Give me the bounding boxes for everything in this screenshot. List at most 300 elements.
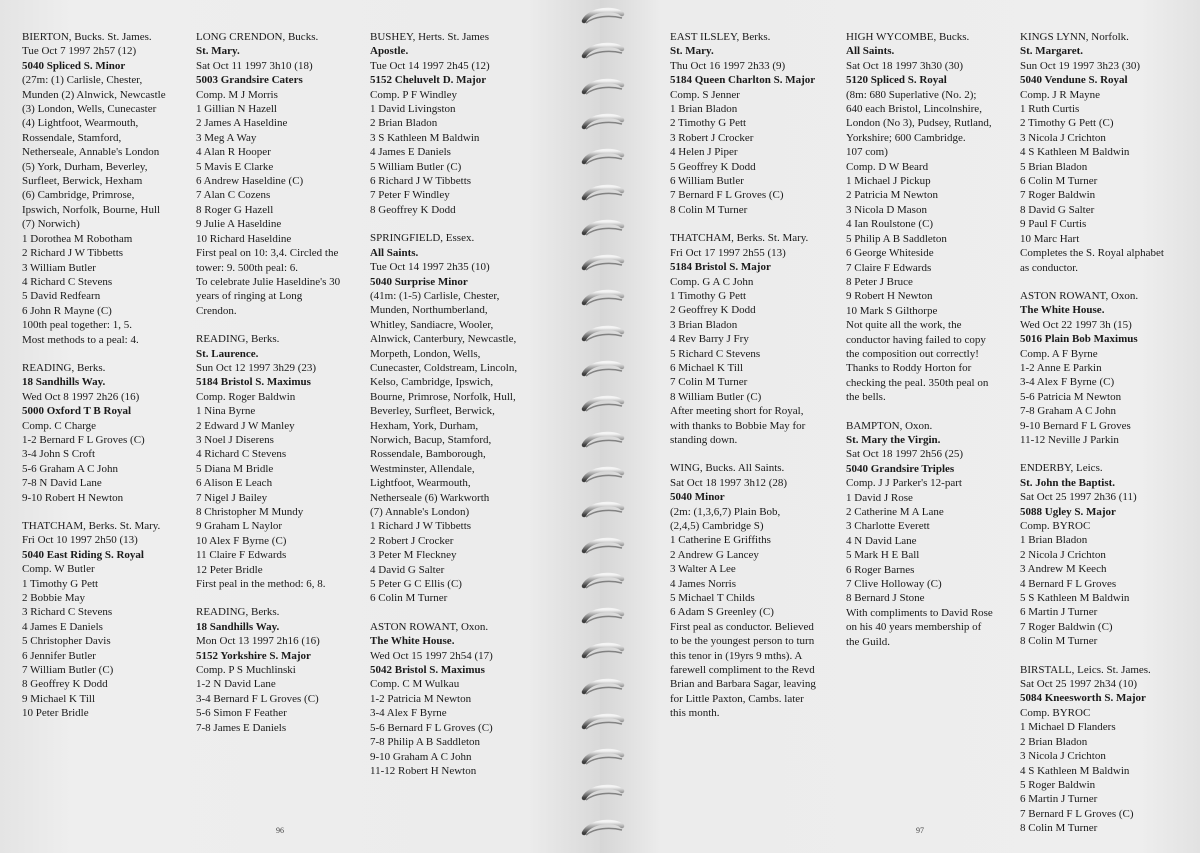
peal-detail-line: Completes the S. Royal alphabet bbox=[1020, 247, 1164, 260]
peal-detail-line: 5 Brian Bladon bbox=[1020, 160, 1088, 173]
peal-method: 5003 Grandsire Caters bbox=[196, 74, 303, 87]
peal-detail-line: 5-6 Patricia M Newton bbox=[1020, 390, 1122, 403]
peal-detail-line: 2 Brian Bladon bbox=[1020, 735, 1088, 748]
peal-location: READING, Berks. bbox=[22, 361, 106, 374]
peal-detail-line: 5 Roger Baldwin bbox=[1020, 778, 1096, 791]
peal-detail-line: 5 William Butler (C) bbox=[370, 160, 462, 173]
peal-detail-line: 8 Geoffrey K Dodd bbox=[22, 678, 108, 691]
left-column-2 bbox=[196, 30, 368, 749]
left-column-3 bbox=[370, 30, 542, 792]
peal-location: ENDERBY, Leics. bbox=[1020, 462, 1103, 475]
peal-date: Wed Oct 8 1997 2h26 (16) bbox=[22, 390, 140, 403]
right-column-3 bbox=[1020, 30, 1192, 850]
peal-detail-line: 6 Alison E Leach bbox=[196, 477, 273, 490]
peal-detail-line: 7 Bernard F L Groves (C) bbox=[1020, 807, 1134, 820]
peal-detail-line: 3 Noel J Diserens bbox=[196, 433, 274, 446]
peal-detail-line: 11-12 Neville J Parkin bbox=[1020, 433, 1119, 446]
peal-record bbox=[22, 361, 194, 505]
peal-detail-line: 6 Adam S Greenley (C) bbox=[670, 606, 774, 619]
peal-detail-line: 4 Helen J Piper bbox=[670, 146, 738, 159]
peal-detail-line: 5 Geoffrey K Dodd bbox=[670, 160, 756, 173]
peal-detail-line: 4 S Kathleen M Baldwin bbox=[1020, 764, 1130, 777]
peal-detail-line: 1-2 Anne E Parkin bbox=[1020, 361, 1102, 374]
spiral-ring bbox=[580, 818, 626, 840]
peal-detail-line: 6 William Butler bbox=[670, 175, 744, 188]
peal-dedication: St. Mary. bbox=[196, 45, 240, 58]
peal-detail-line: (5) York, Durham, Beverley, bbox=[22, 160, 148, 173]
peal-detail-line: 8 Peter J Bruce bbox=[846, 275, 913, 288]
peal-record bbox=[670, 30, 842, 217]
peal-record bbox=[1020, 289, 1192, 447]
peal-detail-line: 9 Robert H Newton bbox=[846, 290, 933, 303]
peal-detail-line: Munden, Northumberland, bbox=[370, 304, 488, 317]
peal-detail-line: 640 each Bristol, Lincolnshire, bbox=[846, 103, 982, 116]
peal-detail-line: Brian and Barbara Sagar, leaving bbox=[670, 678, 816, 691]
spiral-ring bbox=[580, 41, 626, 63]
peal-location: BUSHEY, Herts. St. James bbox=[370, 31, 489, 43]
peal-date: Wed Oct 15 1997 2h54 (17) bbox=[370, 649, 493, 662]
spiral-ring bbox=[580, 465, 626, 487]
peal-detail-line: 1 Nina Byrne bbox=[196, 405, 256, 418]
peal-detail-line: 3-4 Alex F Byrne (C) bbox=[1020, 376, 1115, 389]
peal-detail-line: Comp. A F Byrne bbox=[1020, 347, 1098, 360]
peal-detail-line: 7 Nigel J Bailey bbox=[196, 491, 268, 504]
peal-detail-line: 6 Michael K Till bbox=[670, 361, 744, 374]
peal-detail-line: Westminster, Allendale, bbox=[370, 462, 475, 475]
peal-detail-line: 2 Richard J W Tibbetts bbox=[22, 247, 124, 260]
peal-record bbox=[196, 30, 368, 318]
peal-detail-line: 4 Rev Barry J Fry bbox=[670, 333, 749, 346]
peal-method: 5152 Yorkshire S. Major bbox=[196, 649, 311, 662]
peal-record bbox=[1020, 30, 1192, 275]
peal-record bbox=[370, 30, 542, 217]
peal-detail-line: 1 Timothy G Pett bbox=[670, 289, 747, 302]
peal-detail-line: 9 Graham L Naylor bbox=[196, 520, 283, 533]
peal-detail-line: the composition out correctly! bbox=[846, 347, 979, 360]
peal-detail-line: Comp. BYROC bbox=[1020, 520, 1091, 532]
peal-method: 5040 Surprise Minor bbox=[370, 275, 468, 288]
peal-dedication: St. John the Baptist. bbox=[1020, 476, 1116, 489]
peal-detail-line: After meeting short for Royal, bbox=[670, 405, 804, 418]
peal-location: KINGS LYNN, Norfolk. bbox=[1020, 31, 1129, 43]
peal-detail-line: 3-4 Alex F Byrne bbox=[370, 707, 447, 720]
peal-detail-line: Ipswich, Norfolk, Bourne, Hull bbox=[22, 203, 161, 216]
peal-detail-line: 7 Claire F Edwards bbox=[846, 261, 932, 274]
peal-detail-line: 5 Mark H E Ball bbox=[846, 549, 920, 562]
peal-detail-line: checking the peal. 350th peal on bbox=[846, 376, 989, 389]
spiral-ring bbox=[580, 253, 626, 275]
spiral-binding bbox=[580, 0, 628, 853]
peal-location: WING, Bucks. All Saints. bbox=[670, 462, 785, 475]
peal-detail-line: 4 Richard C Stevens bbox=[22, 275, 113, 288]
peal-detail-line: 5-6 Simon F Feather bbox=[196, 707, 287, 720]
spiral-ring bbox=[580, 359, 626, 381]
peal-detail-line: 5 David Redfearn bbox=[22, 290, 101, 303]
peal-detail-line: 1 Richard J W Tibbetts bbox=[370, 520, 472, 533]
peal-detail-line: Hexham, York, Durham, bbox=[370, 419, 479, 432]
peal-detail-line: standing down. bbox=[670, 433, 738, 446]
peal-detail-line: 5-6 Bernard F L Groves (C) bbox=[370, 721, 493, 734]
spiral-ring bbox=[580, 606, 626, 628]
peal-date: Thu Oct 16 1997 2h33 (9) bbox=[670, 59, 786, 72]
peal-detail-line: 3 Richard C Stevens bbox=[22, 606, 113, 619]
peal-detail-line: Whitley, Sandiacre, Wooler, bbox=[370, 318, 494, 331]
peal-detail-line: Comp. BYROC bbox=[1020, 706, 1091, 719]
spiral-ring bbox=[580, 783, 626, 805]
peal-detail-line: 8 Bernard J Stone bbox=[846, 592, 925, 605]
peal-method: 5088 Ugley S. Major bbox=[1020, 505, 1116, 518]
peal-detail-line: 4 Bernard F L Groves bbox=[1020, 577, 1117, 590]
peal-detail-line: Cunecaster, Coldstream, Lincoln, bbox=[370, 361, 518, 374]
peal-detail-line: 3 William Butler bbox=[22, 261, 96, 274]
spiral-ring bbox=[580, 324, 626, 346]
peal-detail-line: 3 Charlotte Everett bbox=[846, 520, 930, 533]
peal-location: SPRINGFIELD, Essex. bbox=[370, 232, 475, 245]
peal-detail-line: 2 James A Haseldine bbox=[196, 117, 288, 130]
peal-detail-line: 1 Brian Bladon bbox=[670, 103, 738, 116]
peal-detail-line: 2 Brian Bladon bbox=[370, 117, 438, 130]
peal-detail-line: 7-8 James E Daniels bbox=[196, 721, 287, 734]
peal-location: EAST ILSLEY, Berks. bbox=[670, 31, 771, 43]
peal-record bbox=[370, 231, 542, 606]
peal-detail-line: 4 Richard C Stevens bbox=[196, 448, 287, 461]
peal-detail-line: 1 Michael D Flanders bbox=[1020, 721, 1116, 734]
peal-detail-line: Rossendale, Stamford, bbox=[22, 131, 122, 144]
peal-record bbox=[22, 30, 194, 347]
peal-detail-line: Comp. S Jenner bbox=[670, 88, 740, 101]
spiral-ring bbox=[580, 677, 626, 699]
peal-detail-line: 2 Geoffrey K Dodd bbox=[670, 304, 756, 317]
spiral-ring bbox=[580, 747, 626, 769]
peal-detail-line: 1 Catherine E Griffiths bbox=[670, 534, 771, 547]
peal-location: BIERTON, Bucks. St. James. bbox=[22, 31, 152, 43]
peal-detail-line: 2 Nicola J Crichton bbox=[1020, 548, 1106, 561]
spiral-ring bbox=[580, 6, 626, 28]
peal-detail-line: 7 Bernard F L Groves (C) bbox=[670, 189, 784, 202]
peal-detail-line: 9 Paul F Curtis bbox=[1020, 218, 1087, 231]
peal-detail-line: 10 Peter Bridle bbox=[22, 707, 89, 720]
peal-detail-line: 6 Martin J Turner bbox=[1020, 606, 1098, 619]
peal-dedication: 18 Sandhills Way. bbox=[22, 376, 106, 389]
peal-detail-line: 7 Roger Baldwin bbox=[1020, 189, 1096, 202]
peal-detail-line: Crendon. bbox=[196, 304, 237, 317]
peal-method: 5040 Vendune S. Royal bbox=[1020, 74, 1128, 87]
peal-date: Sat Oct 18 1997 2h56 (25) bbox=[846, 448, 964, 461]
peal-date: Tue Oct 14 1997 2h45 (12) bbox=[370, 59, 490, 72]
peal-record bbox=[196, 605, 368, 735]
peal-dedication: St. Mary the Virgin. bbox=[846, 433, 941, 446]
peal-detail-line: 1 David J Rose bbox=[846, 491, 913, 504]
peal-detail-line: 2 Timothy G Pett (C) bbox=[1020, 117, 1114, 130]
peal-detail-line: Beverley, Surfleet, Berwick, bbox=[370, 405, 495, 418]
peal-location: BIRSTALL, Leics. St. James. bbox=[1020, 663, 1151, 676]
peal-detail-line: 11-12 Robert H Newton bbox=[370, 764, 477, 777]
peal-detail-line: 4 S Kathleen M Baldwin bbox=[1020, 146, 1130, 159]
peal-dedication: 18 Sandhills Way. bbox=[196, 620, 280, 633]
peal-detail-line: 3 Meg A Way bbox=[196, 131, 257, 144]
peal-detail-line: conductor having failed to copy bbox=[846, 333, 986, 346]
peal-date: Sat Oct 25 1997 2h36 (11) bbox=[1020, 491, 1137, 504]
peal-method: 5040 Grandsire Triples bbox=[846, 462, 955, 475]
peal-detail-line: 4 James E Daniels bbox=[22, 620, 103, 633]
peal-detail-line: tower: 9. 500th peal: 6. bbox=[196, 261, 299, 274]
peal-detail-line: 9 Michael K Till bbox=[22, 692, 96, 705]
peal-detail-line: 7 Colin M Turner bbox=[670, 376, 748, 389]
peal-method: 5184 Bristol S. Major bbox=[670, 261, 771, 274]
peal-detail-line: 8 Colin M Turner bbox=[1020, 635, 1098, 648]
spiral-ring bbox=[580, 712, 626, 734]
peal-detail-line: 4 David G Salter bbox=[370, 563, 445, 576]
peal-detail-line: To celebrate Julie Haseldine's 30 bbox=[196, 275, 341, 288]
spiral-ring bbox=[580, 288, 626, 310]
peal-dedication: The White House. bbox=[370, 635, 455, 648]
peal-method: 5084 Kneesworth S. Major bbox=[1020, 692, 1146, 705]
peal-detail-line: 6 Colin M Turner bbox=[1020, 175, 1098, 188]
peal-detail-line: Munden (2) Alnwick, Newcastle bbox=[22, 88, 166, 101]
peal-detail-line: Netherseale (6) Warkworth bbox=[370, 491, 490, 504]
peal-detail-line: Most methods to a peal: 4. bbox=[22, 333, 139, 346]
left-column-1 bbox=[22, 30, 194, 735]
peal-detail-line: 3 Robert J Crocker bbox=[670, 131, 754, 144]
peal-method: 5040 Spliced S. Minor bbox=[22, 59, 126, 72]
peal-detail-line: Comp. C Charge bbox=[22, 419, 97, 432]
peal-method: 5016 Plain Bob Maximus bbox=[1020, 333, 1138, 346]
peal-record bbox=[846, 419, 1018, 650]
peal-record bbox=[670, 461, 842, 720]
peal-detail-line: 6 John R Mayne (C) bbox=[22, 304, 112, 317]
left-page-number: 96 bbox=[276, 826, 284, 835]
spiral-ring bbox=[580, 77, 626, 99]
peal-dedication: St. Laurence. bbox=[196, 347, 259, 360]
peal-detail-line: 1-2 Patricia M Newton bbox=[370, 692, 472, 705]
peal-date: Fri Oct 10 1997 2h50 (13) bbox=[22, 534, 138, 547]
peal-detail-line: 5 Christopher Davis bbox=[22, 635, 111, 648]
peal-date: Sun Oct 12 1997 3h29 (23) bbox=[196, 361, 317, 374]
spiral-ring bbox=[580, 500, 626, 522]
peal-method: 5184 Bristol S. Maximus bbox=[196, 376, 311, 389]
right-page-number: 97 bbox=[916, 826, 924, 835]
peal-detail-line: 8 Christopher M Mundy bbox=[196, 506, 304, 518]
peal-date: Sat Oct 11 1997 3h10 (18) bbox=[196, 59, 313, 72]
peal-detail-line: 1 Gillian N Hazell bbox=[196, 103, 277, 116]
peal-detail-line: First peal in the method: 6, 8. bbox=[196, 578, 326, 591]
peal-record bbox=[370, 620, 542, 778]
peal-detail-line: 8 Colin M Turner bbox=[670, 203, 748, 216]
peal-dedication: All Saints. bbox=[846, 45, 895, 58]
peal-dedication: All Saints. bbox=[370, 246, 419, 259]
peal-detail-line: Thanks to Roddy Horton for bbox=[846, 362, 972, 375]
peal-detail-line: 1 Dorothea M Robotham bbox=[22, 232, 133, 245]
spiral-ring bbox=[580, 183, 626, 205]
peal-dedication: St. Mary. bbox=[670, 45, 714, 58]
peal-detail-line: 3 Nicola J Crichton bbox=[1020, 750, 1106, 763]
peal-detail-line: Not quite all the work, the bbox=[846, 319, 962, 332]
peal-location: READING, Berks. bbox=[196, 606, 280, 619]
peal-location: HIGH WYCOMBE, Bucks. bbox=[846, 31, 970, 43]
peal-location: ASTON ROWANT, Oxon. bbox=[1020, 289, 1139, 302]
peal-detail-line: 3 Nicola J Crichton bbox=[1020, 131, 1106, 144]
peal-detail-line: 7 Alan C Cozens bbox=[196, 189, 271, 202]
peal-detail-line: 7-8 Graham A C John bbox=[1020, 405, 1116, 418]
peal-detail-line: Comp. J J Parker's 12-part bbox=[846, 477, 962, 490]
spiral-ring bbox=[580, 536, 626, 558]
peal-detail-line: 4 Ian Roulstone (C) bbox=[846, 218, 934, 231]
peal-method: 5152 Cheluvelt D. Major bbox=[370, 74, 487, 87]
peal-dedication: St. Margaret. bbox=[1020, 45, 1084, 58]
peal-detail-line: Lightfoot, Wearmouth, bbox=[370, 477, 471, 490]
peal-detail-line: 4 Alan R Hooper bbox=[196, 146, 271, 159]
peal-detail-line: 10 Marc Hart bbox=[1020, 232, 1080, 245]
peal-detail-line: 8 Colin M Turner bbox=[1020, 822, 1098, 835]
peal-detail-line: Kelso, Cambridge, Ipswich, bbox=[370, 376, 494, 389]
peal-detail-line: (6) Cambridge, Primrose, bbox=[22, 189, 135, 202]
peal-detail-line: 9 Julie A Haseldine bbox=[196, 218, 282, 231]
peal-detail-line: 5 Philip A B Saddleton bbox=[846, 232, 947, 245]
right-column-1 bbox=[670, 30, 842, 735]
peal-dedication: Apostle. bbox=[370, 45, 409, 58]
peal-detail-line: 2 Andrew G Lancey bbox=[670, 548, 759, 561]
peal-location: THATCHAM, Berks. St. Mary. bbox=[22, 520, 161, 532]
peal-date: Tue Oct 14 1997 2h35 (10) bbox=[370, 261, 490, 274]
peal-detail-line: 2 Edward J W Manley bbox=[196, 419, 295, 432]
peal-detail-line: 3 Brian Bladon bbox=[670, 318, 738, 331]
peal-detail-line: Norwich, Bacup, Stamford, bbox=[370, 433, 492, 446]
peal-detail-line: with thanks to Bobbie May for bbox=[670, 419, 806, 432]
peal-detail-line: 7 William Butler (C) bbox=[22, 664, 114, 677]
peal-detail-line: Comp. P F Windley bbox=[370, 88, 457, 101]
peal-date: Sun Oct 19 1997 3h23 (30) bbox=[1020, 59, 1141, 72]
peal-detail-line: this tenor in (19yrs 9 mths). A bbox=[670, 649, 803, 662]
peal-detail-line: 3 S Kathleen M Baldwin bbox=[370, 131, 480, 144]
peal-detail-line: (7) Annable's London) bbox=[370, 506, 470, 518]
peal-detail-line: 1 Timothy G Pett bbox=[22, 577, 99, 590]
peal-detail-line: the Guild. bbox=[846, 635, 890, 648]
peal-detail-line: 6 Andrew Haseldine (C) bbox=[196, 175, 304, 188]
peal-detail-line: (3) London, Wells, Cunecaster bbox=[22, 103, 157, 116]
peal-detail-line: years of ringing at Long bbox=[196, 290, 303, 303]
peal-detail-line: 5 S Kathleen M Baldwin bbox=[1020, 592, 1130, 605]
peal-detail-line: 5-6 Graham A C John bbox=[22, 462, 118, 475]
peal-detail-line: (27m: (1) Carlisle, Chester, bbox=[22, 74, 143, 87]
peal-detail-line: 6 Roger Barnes bbox=[846, 563, 915, 576]
peal-detail-line: 6 Martin J Turner bbox=[1020, 793, 1098, 806]
peal-record bbox=[1020, 663, 1192, 836]
peal-detail-line: London (No 3), Pudsey, Rutland, bbox=[846, 117, 992, 130]
peal-detail-line: 1-2 N David Lane bbox=[196, 678, 276, 691]
peal-detail-line: (8m: 680 Superlative (No. 2); bbox=[846, 88, 977, 101]
peal-detail-line: 8 Geoffrey K Dodd bbox=[370, 203, 456, 216]
peal-detail-line: Surfleet, Berwick, Hexham bbox=[22, 175, 143, 188]
peal-detail-line: (7) Norwich) bbox=[22, 218, 80, 231]
peal-date: Sat Oct 18 1997 3h30 (30) bbox=[846, 59, 964, 72]
spiral-ring bbox=[580, 112, 626, 134]
peal-detail-line: 10 Mark S Gilthorpe bbox=[846, 304, 938, 317]
peal-date: Tue Oct 7 1997 2h57 (12) bbox=[22, 45, 137, 58]
peal-detail-line: 107 com) bbox=[846, 146, 888, 159]
peal-detail-line: Netherseale, Annable's London bbox=[22, 146, 160, 159]
spiral-ring bbox=[580, 147, 626, 169]
peal-detail-line: 9-10 Graham A C John bbox=[370, 750, 472, 763]
peal-method: 5042 Bristol S. Maximus bbox=[370, 664, 485, 677]
peal-dedication: The White House. bbox=[1020, 304, 1105, 317]
peal-detail-line: Bourne, Primrose, Norfolk, Hull, bbox=[370, 390, 516, 403]
peal-detail-line: Comp. M J Morris bbox=[196, 88, 278, 101]
peal-method: 5120 Spliced S. Royal bbox=[846, 74, 947, 87]
peal-record bbox=[1020, 461, 1192, 648]
peal-detail-line: Comp. W Butler bbox=[22, 563, 95, 576]
peal-record bbox=[22, 519, 194, 721]
peal-date: Sat Oct 25 1997 2h34 (10) bbox=[1020, 678, 1138, 691]
peal-detail-line: 2 Catherine M A Lane bbox=[846, 506, 944, 518]
peal-method: 5040 East Riding S. Royal bbox=[22, 548, 144, 561]
peal-detail-line: Comp. D W Beard bbox=[846, 160, 929, 173]
peal-detail-line: 8 David G Salter bbox=[1020, 203, 1095, 216]
peal-detail-line: 2 Patricia M Newton bbox=[846, 189, 938, 202]
peal-detail-line: for Little Paxton, Cambs. later bbox=[670, 692, 804, 705]
peal-detail-line: this month. bbox=[670, 707, 720, 720]
peal-detail-line: Comp. J R Mayne bbox=[1020, 88, 1101, 101]
peal-detail-line: With compliments to David Rose bbox=[846, 606, 993, 619]
spiral-ring bbox=[580, 218, 626, 240]
peal-detail-line: (41m: (1-5) Carlisle, Chester, bbox=[370, 289, 500, 302]
peal-detail-line: 8 William Butler (C) bbox=[670, 390, 762, 403]
peal-detail-line: 1 Michael J Pickup bbox=[846, 175, 931, 188]
peal-detail-line: 7 Roger Baldwin (C) bbox=[1020, 620, 1113, 633]
peal-detail-line: 3 Andrew M Keech bbox=[1020, 563, 1107, 576]
peal-detail-line: as conductor. bbox=[1020, 261, 1079, 274]
peal-detail-line: 4 N David Lane bbox=[846, 534, 917, 547]
peal-detail-line: 9-10 Bernard F L Groves bbox=[1020, 419, 1131, 432]
right-column-2 bbox=[846, 30, 1018, 663]
peal-detail-line: 7 Peter F Windley bbox=[370, 189, 450, 202]
peal-record bbox=[196, 332, 368, 591]
peal-detail-line: (2m: (1,3,6,7) Plain Bob, bbox=[670, 505, 781, 518]
peal-detail-line: 9-10 Robert H Newton bbox=[22, 491, 124, 504]
peal-detail-line: Comp. Roger Baldwin bbox=[196, 390, 296, 403]
peal-method: 5040 Minor bbox=[670, 491, 725, 504]
peal-detail-line: (4) Lightfoot, Wearmouth, bbox=[22, 117, 139, 130]
peal-method: 5184 Queen Charlton S. Major bbox=[670, 74, 816, 87]
peal-record bbox=[670, 231, 842, 447]
peal-detail-line: Comp. C M Wulkau bbox=[370, 678, 460, 691]
peal-detail-line: 2 Robert J Crocker bbox=[370, 534, 454, 547]
peal-detail-line: farewell compliment to the Revd bbox=[670, 664, 815, 677]
peal-date: Wed Oct 22 1997 3h (15) bbox=[1020, 318, 1132, 331]
peal-location: THATCHAM, Berks. St. Mary. bbox=[670, 232, 809, 245]
peal-location: LONG CRENDON, Bucks. bbox=[196, 31, 319, 43]
peal-detail-line: (2,4,5) Cambridge S) bbox=[670, 520, 764, 532]
right-page bbox=[600, 0, 1200, 853]
peal-detail-line: 11 Claire F Edwards bbox=[196, 549, 287, 562]
peal-detail-line: 8 Roger G Hazell bbox=[196, 203, 274, 216]
peal-detail-line: 3 Walter A Lee bbox=[670, 563, 736, 576]
peal-detail-line: 1 Brian Bladon bbox=[1020, 534, 1088, 547]
peal-detail-line: 3-4 John S Croft bbox=[22, 448, 96, 461]
peal-method: 5000 Oxford T B Royal bbox=[22, 405, 131, 418]
peal-detail-line: 12 Peter Bridle bbox=[196, 563, 263, 576]
spiral-ring bbox=[580, 641, 626, 663]
peal-detail-line: 6 Colin M Turner bbox=[370, 592, 448, 605]
peal-detail-line: on his 40 years membership of bbox=[846, 621, 982, 634]
peal-detail-line: 6 Jennifer Butler bbox=[22, 649, 96, 662]
peal-detail-line: 5 Richard C Stevens bbox=[670, 347, 761, 360]
peal-location: BAMPTON, Oxon. bbox=[846, 419, 933, 432]
spiral-ring bbox=[580, 430, 626, 452]
peal-detail-line: Yorkshire; 600 Cambridge. bbox=[846, 131, 966, 144]
peal-location: READING, Berks. bbox=[196, 333, 280, 346]
peal-detail-line: 100th peal together: 1, 5. bbox=[22, 319, 132, 332]
peal-detail-line: 3 Peter M Fleckney bbox=[370, 549, 457, 562]
